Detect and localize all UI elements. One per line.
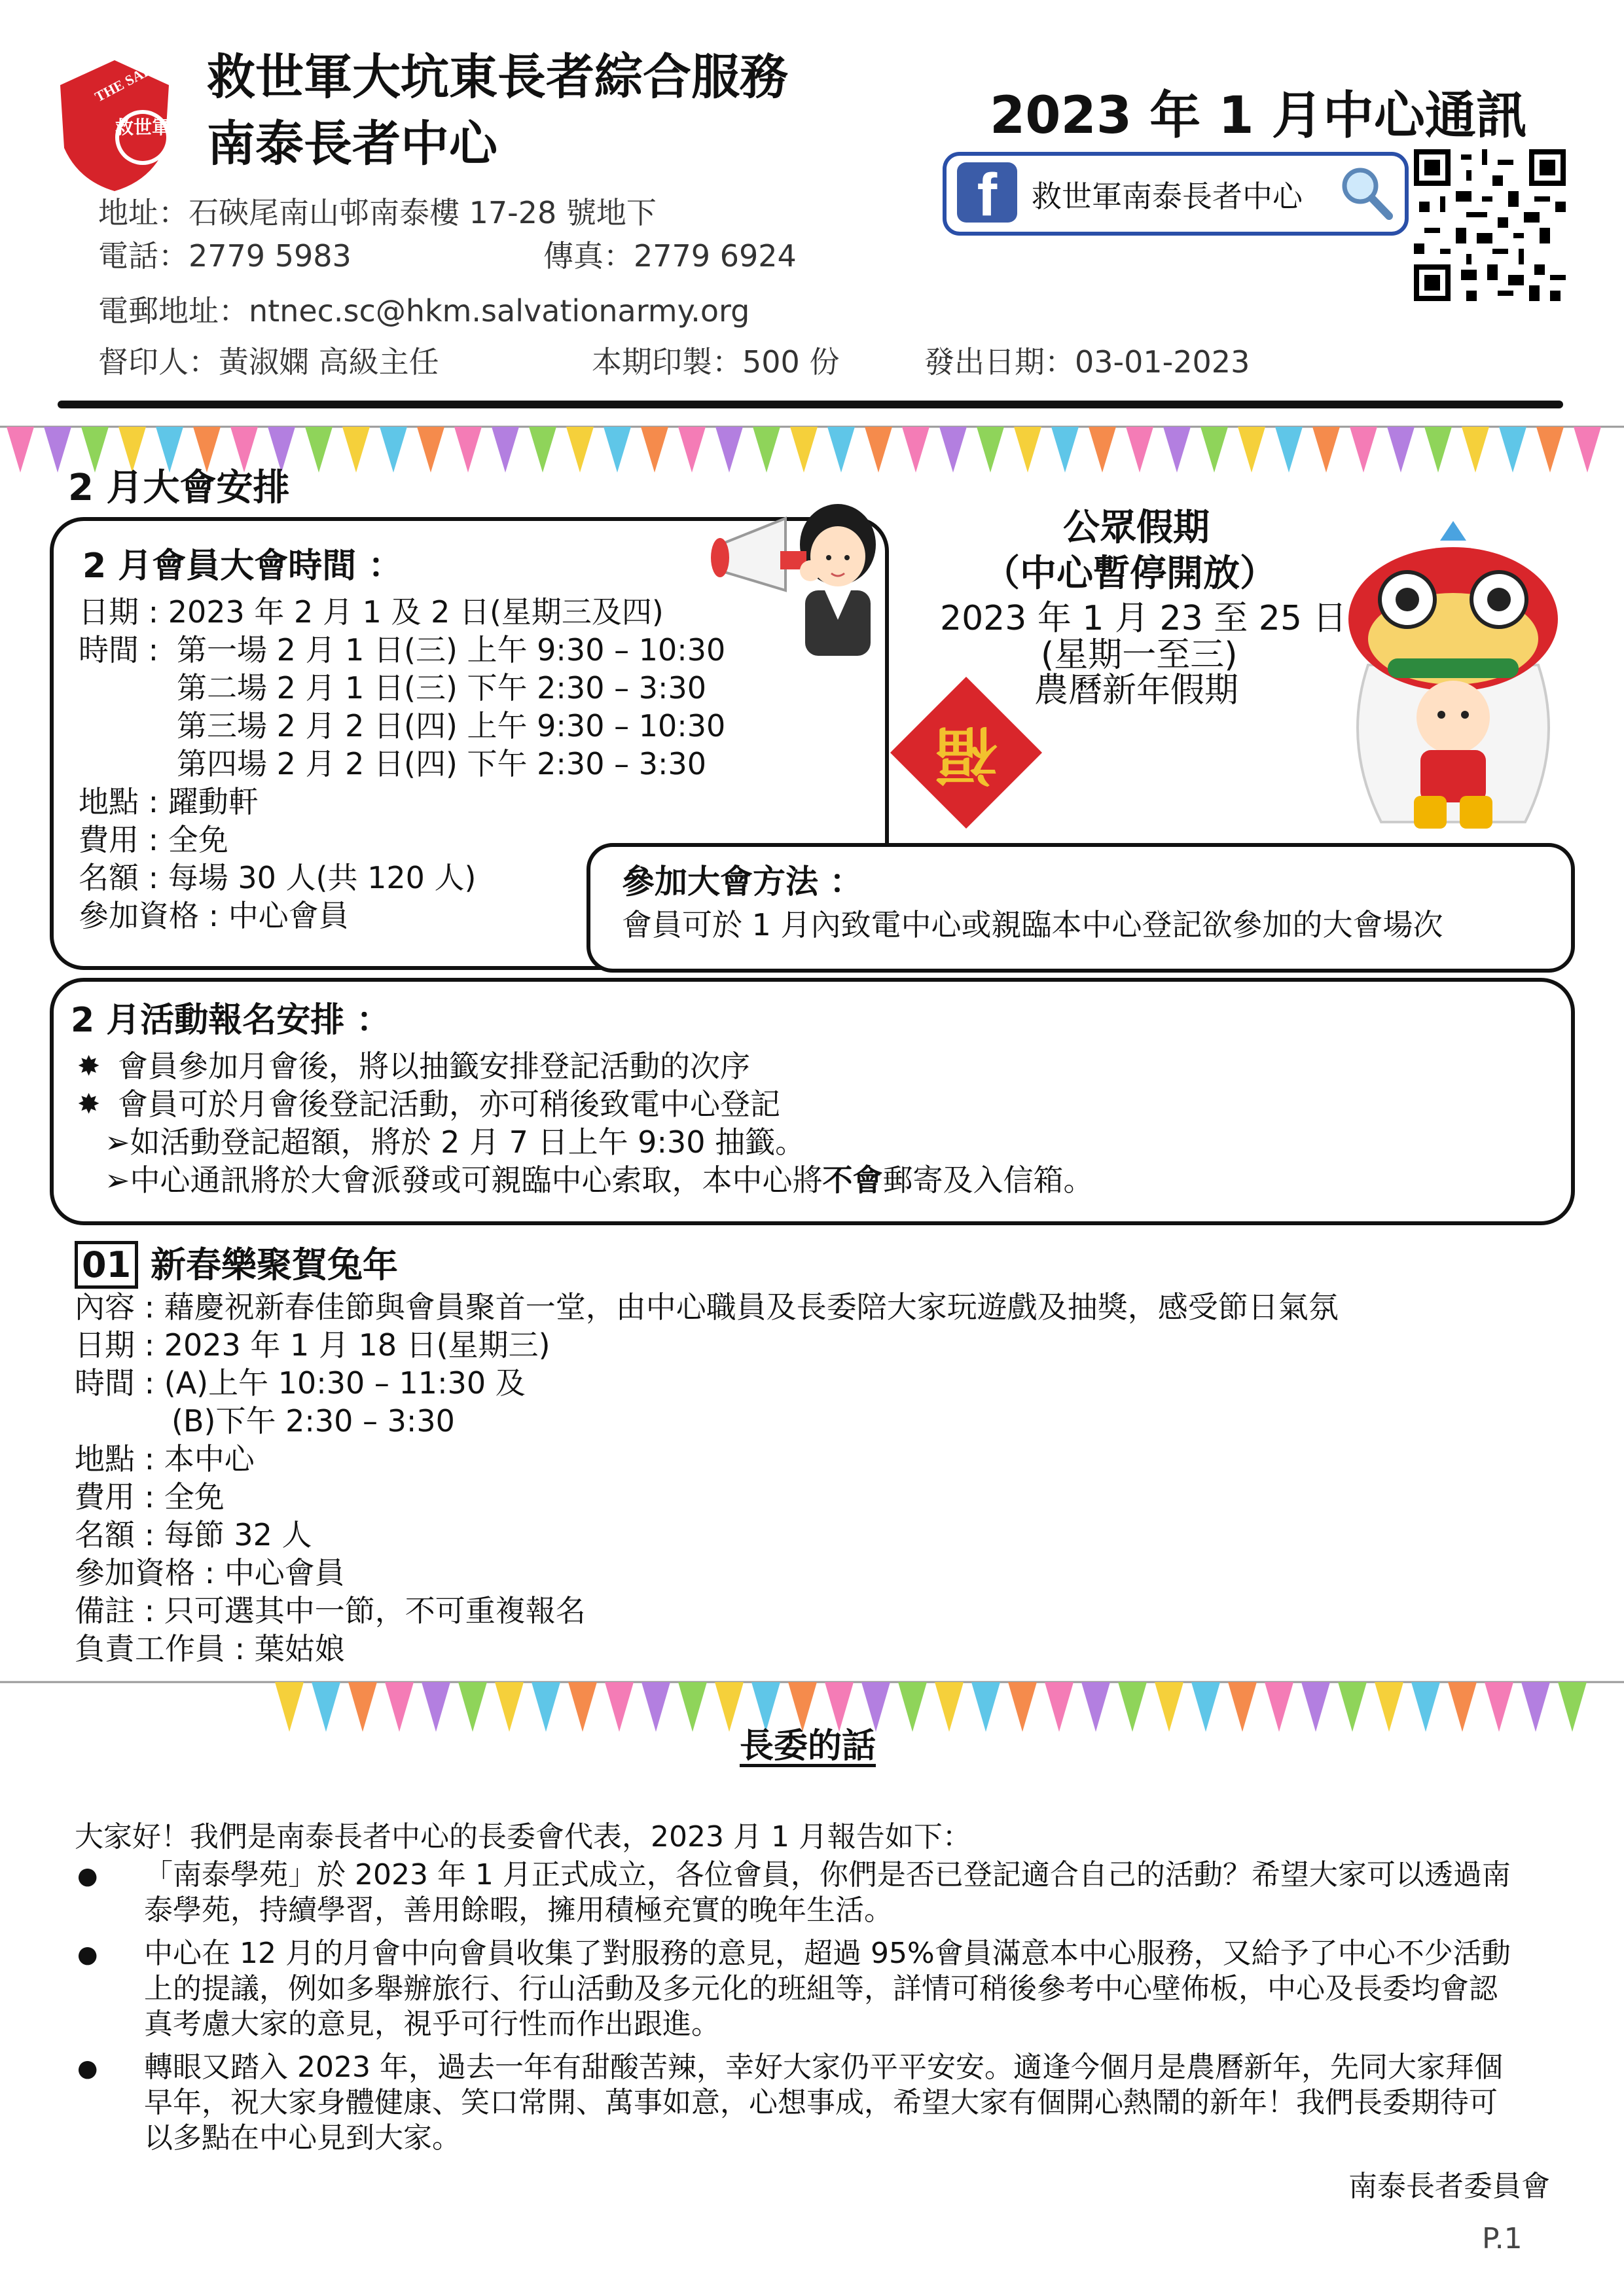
activity-date: 日期 : 2023 年 1 月 18 日(星期三) xyxy=(75,1327,550,1363)
holiday-dates: 2023 年 1 月 23 至 25 日 xyxy=(940,599,1347,638)
bunting-flag xyxy=(641,427,668,473)
bunting-flag xyxy=(1275,427,1303,473)
bunting-flag xyxy=(604,427,631,473)
bunting-flag xyxy=(902,427,929,473)
org-name: 救世軍大坑東長者綜合服務 xyxy=(207,49,788,105)
header-divider xyxy=(58,401,1563,408)
bunting-flag xyxy=(1301,1682,1330,1732)
svg-text:THE SALVATION ARMY: THE SALVATION ARMY xyxy=(92,14,244,105)
activity-remarks: 備註 : 只可選其中一節，不可重複報名 xyxy=(75,1593,586,1628)
bunting-flag xyxy=(385,1682,414,1732)
registration-sub-2: ➢中心通訊將於大會派發或可親臨中心索取，本中心將不會郵寄及入信箱。 xyxy=(105,1162,1094,1198)
activity-staff: 負責工作員 : 葉姑娘 xyxy=(75,1631,345,1666)
meeting-time-label: 時間 : xyxy=(79,632,159,668)
committee-item-2-line-2: 上的提議，例如多舉辦旅行、行山活動及多元化的班組等，詳情可稍後參考中心壁佈板，中心及長委均會認 xyxy=(144,1972,1498,2005)
committee-item-3-line-2: 早年，祝大家身體健康、笑口常開、萬事如意，心想事成，希望大家有個開心熱鬧的新年！我們長委期待可 xyxy=(144,2086,1498,2119)
email: 電郵地址：ntnec.sc@hkm.salvationarmy.org xyxy=(98,293,750,329)
bunting-flag xyxy=(1485,1682,1513,1732)
bunting-flag xyxy=(753,427,780,473)
address: 地址：石硤尾南山邨南泰樓 17-28 號地下 xyxy=(98,195,657,230)
committee-item-3-line-1: 轉眼又踏入 2023 年，過去一年有甜酸苦辣，幸好大家仍平平安安。適逢今個月是農曆新年，先同大家拜個 xyxy=(144,2051,1503,2084)
bullet-dot-icon: ● xyxy=(77,2055,98,2082)
bunting-flag xyxy=(825,1682,854,1732)
bunting-flag xyxy=(1350,427,1377,473)
join-method-title: 參加大會方法 ： xyxy=(622,863,863,901)
bunting-flag xyxy=(305,427,333,473)
fu-diamond-decoration xyxy=(888,674,1045,831)
issue-date: 發出日期：03-01-2023 xyxy=(924,344,1250,380)
bunting-flag xyxy=(1338,1682,1367,1732)
meeting-venue: 地點 : 躍動軒 xyxy=(79,784,259,819)
bunting-flag xyxy=(1126,427,1153,473)
meeting-session-1: 第一場 2 月 1 日(三) 上午 9:30 – 10:30 xyxy=(177,632,726,668)
facebook-page-name: 救世軍南泰長者中心 xyxy=(1032,179,1303,214)
bunting-flag xyxy=(566,427,594,473)
committee-item-2-line-1: 中心在 12 月的月會中向會員收集了對服務的意見，超過 95%會員滿意本中心服務，又給予了中心不少活動 xyxy=(144,1937,1511,1970)
committee-item-2-line-3: 真考慮大家的意見，視乎可行性而作出跟進。 xyxy=(144,2007,720,2041)
bunting-flag xyxy=(492,427,519,473)
bunting-flag xyxy=(417,427,444,473)
bunting-flag xyxy=(1051,427,1079,473)
megaphone-lady-illustration xyxy=(707,505,884,656)
bunting-flag xyxy=(715,1682,744,1732)
bunting-flag xyxy=(678,1682,707,1732)
bunting-flag xyxy=(788,1682,817,1732)
issue-title: 2023 年 1 月中心通訊 xyxy=(990,86,1527,145)
bunting-flag xyxy=(715,427,743,473)
bunting-flag xyxy=(7,427,34,473)
facebook-search-box[interactable] xyxy=(943,152,1409,236)
meeting-date: 日期 : 2023 年 2 月 1 及 2 日(星期三及四) xyxy=(79,594,664,630)
activity-title: 新春樂聚賀兔年 xyxy=(150,1244,398,1285)
activity-time-2: (B)下午 2:30 – 3:30 xyxy=(171,1403,455,1439)
committee-item-3-line-3: 以多點在中心見到大家。 xyxy=(144,2121,461,2155)
bunting-flag xyxy=(1155,1682,1183,1732)
phone: 電話：2779 5983 xyxy=(98,238,352,274)
bunting-flag xyxy=(751,1682,780,1732)
meeting-box-title: 2 月會員大會時間 ： xyxy=(82,547,403,586)
emphasis-not: 不會 xyxy=(822,1162,883,1198)
activity-eligibility: 參加資格 : 中心會員 xyxy=(75,1555,345,1590)
bunting-flag xyxy=(790,427,818,473)
bunting-flag xyxy=(1163,427,1191,473)
svg-text:福: 福 xyxy=(935,718,998,791)
bunting-flag xyxy=(1536,427,1564,473)
bunting-flag xyxy=(529,427,556,473)
bunting-flag xyxy=(1014,427,1041,473)
bunting-flag xyxy=(827,427,855,473)
holiday-closure-note: （中心暫停開放） xyxy=(983,552,1276,595)
bunting-flag xyxy=(312,1682,340,1732)
meeting-session-2: 第二場 2 月 1 日(三) 下午 2:30 – 3:30 xyxy=(177,670,706,706)
holiday-weekday: (星期一至三) xyxy=(1041,636,1238,675)
bunting-flag xyxy=(1411,1682,1440,1732)
bunting-flag xyxy=(641,1682,670,1732)
facebook-icon: f xyxy=(957,162,1017,223)
meeting-section-heading: 2 月大會安排 xyxy=(68,467,290,509)
bunting-flag xyxy=(977,427,1004,473)
committee-item-1-line-2: 泰學苑，持續學習，善用餘暇，擁用積極充實的晚年生活。 xyxy=(144,1893,893,1927)
registration-sub-1: ➢如活動登記超額，將於 2 月 7 日上午 9:30 抽籤。 xyxy=(105,1124,806,1160)
search-icon xyxy=(1335,162,1394,221)
bunting-flag xyxy=(939,427,967,473)
bunting-flag xyxy=(1238,427,1265,473)
star-bullet-icon: ✸ xyxy=(77,1088,101,1120)
bullet-dot-icon: ● xyxy=(77,1863,98,1890)
meeting-eligibility: 參加資格 : 中心會員 xyxy=(79,898,349,933)
bunting-flag xyxy=(1045,1682,1074,1732)
bunting-flag xyxy=(348,1682,377,1732)
bunting-flag xyxy=(1499,427,1526,473)
bunting-flag xyxy=(1521,1682,1550,1732)
bunting-flag xyxy=(935,1682,964,1732)
bunting-flag xyxy=(1558,1682,1587,1732)
bunting-flag xyxy=(1448,1682,1477,1732)
svg-text:救世軍: 救世軍 xyxy=(115,117,171,138)
committee-heading: 長委的話 xyxy=(740,1727,876,1766)
bunting-flag xyxy=(275,1682,304,1732)
registration-title: 2 月活動報名安排 ： xyxy=(71,1001,391,1040)
registration-bullet-1: 會員參加月會後，將以抽籤安排登記活動的次序 xyxy=(118,1049,750,1084)
registration-bullet-2: 會員可於月會後登記活動，亦可稍後致電中心登記 xyxy=(118,1086,780,1122)
activity-content: 內容 : 藉慶祝新春佳節與會員聚首一堂，由中心職員及長委陪大家玩遊戲及抽獎，感受節日氣氛 xyxy=(75,1289,1339,1325)
bunting-flag xyxy=(380,427,407,473)
meeting-quota: 名額 : 每場 30 人(共 120 人) xyxy=(79,860,477,895)
bunting-flag xyxy=(568,1682,597,1732)
bunting-flag xyxy=(1312,427,1340,473)
bunting-flag xyxy=(1191,1682,1220,1732)
committee-intro: 大家好！我們是南泰長者中心的長委會代表，2023 月 1 月報告如下： xyxy=(75,1820,971,1854)
activity-number: 01 xyxy=(75,1241,138,1289)
meeting-fee: 費用 : 全免 xyxy=(79,822,228,857)
meeting-session-3: 第三場 2 月 2 日(四) 上午 9:30 – 10:30 xyxy=(177,708,726,744)
page-number: P.1 xyxy=(1482,2222,1523,2255)
activity-fee: 費用 : 全免 xyxy=(75,1479,225,1515)
meeting-session-4: 第四場 2 月 2 日(四) 下午 2:30 – 3:30 xyxy=(177,746,706,781)
committee-signature: 南泰長者委員會 xyxy=(1348,2170,1550,2203)
bunting-flag xyxy=(458,1682,487,1732)
committee-item-1-line-1: 「南泰學苑」於 2023 年 1 月正式成立，各位會員，你們是否已登記適合自己的活動？希望大家可以透過南 xyxy=(144,1858,1511,1892)
bunting-flag xyxy=(678,427,706,473)
bunting-flag xyxy=(1008,1682,1037,1732)
qr-code[interactable] xyxy=(1414,149,1566,301)
activity-quota: 名額 : 每節 32 人 xyxy=(75,1517,312,1552)
bunting-flag xyxy=(1375,1682,1403,1732)
bullet-dot-icon: ● xyxy=(77,1941,98,1968)
join-method-text: 會員可於 1 月內致電中心或親臨本中心登記欲參加的大會場次 xyxy=(622,907,1443,942)
salvation-army-logo xyxy=(52,14,244,194)
bunting-flag xyxy=(44,427,71,473)
bunting-flag xyxy=(454,427,482,473)
center-name: 南泰長者中心 xyxy=(207,116,497,172)
print-count: 本期印製：500 份 xyxy=(592,344,840,380)
bunting-flag xyxy=(1574,427,1601,473)
bunting-flag xyxy=(1081,1682,1110,1732)
bunting-flag xyxy=(1200,427,1228,473)
bunting-flag xyxy=(1424,427,1452,473)
holiday-title: 公眾假期 xyxy=(1063,507,1210,549)
fax: 傳真：2779 6924 xyxy=(543,238,797,274)
bunting-flag xyxy=(1089,427,1116,473)
bunting-flag xyxy=(971,1682,1000,1732)
bunting-flag xyxy=(532,1682,560,1732)
bunting-flag xyxy=(1118,1682,1147,1732)
bunting-flag xyxy=(1462,427,1489,473)
bunting-flag xyxy=(495,1682,524,1732)
bunting-flag xyxy=(342,427,370,473)
bunting-flag xyxy=(1387,427,1415,473)
bunting-flag xyxy=(865,427,892,473)
bunting-flag xyxy=(898,1682,927,1732)
activity-time-1: 時間 : (A)上午 10:30 – 11:30 及 xyxy=(75,1365,526,1401)
bunting-flag xyxy=(861,1682,890,1732)
activity-heading xyxy=(75,1244,398,1287)
bunting-flag xyxy=(1228,1682,1257,1732)
lion-dance-illustration xyxy=(1329,534,1578,842)
star-bullet-icon: ✸ xyxy=(77,1050,101,1082)
activity-venue: 地點 : 本中心 xyxy=(75,1441,255,1477)
bunting-flag xyxy=(605,1682,634,1732)
holiday-name: 農曆新年假期 xyxy=(1034,671,1239,710)
bunting-flag xyxy=(422,1682,450,1732)
supervisor: 督印人：黃淑嫻 高級主任 xyxy=(98,344,439,380)
bunting-flag xyxy=(1265,1682,1293,1732)
